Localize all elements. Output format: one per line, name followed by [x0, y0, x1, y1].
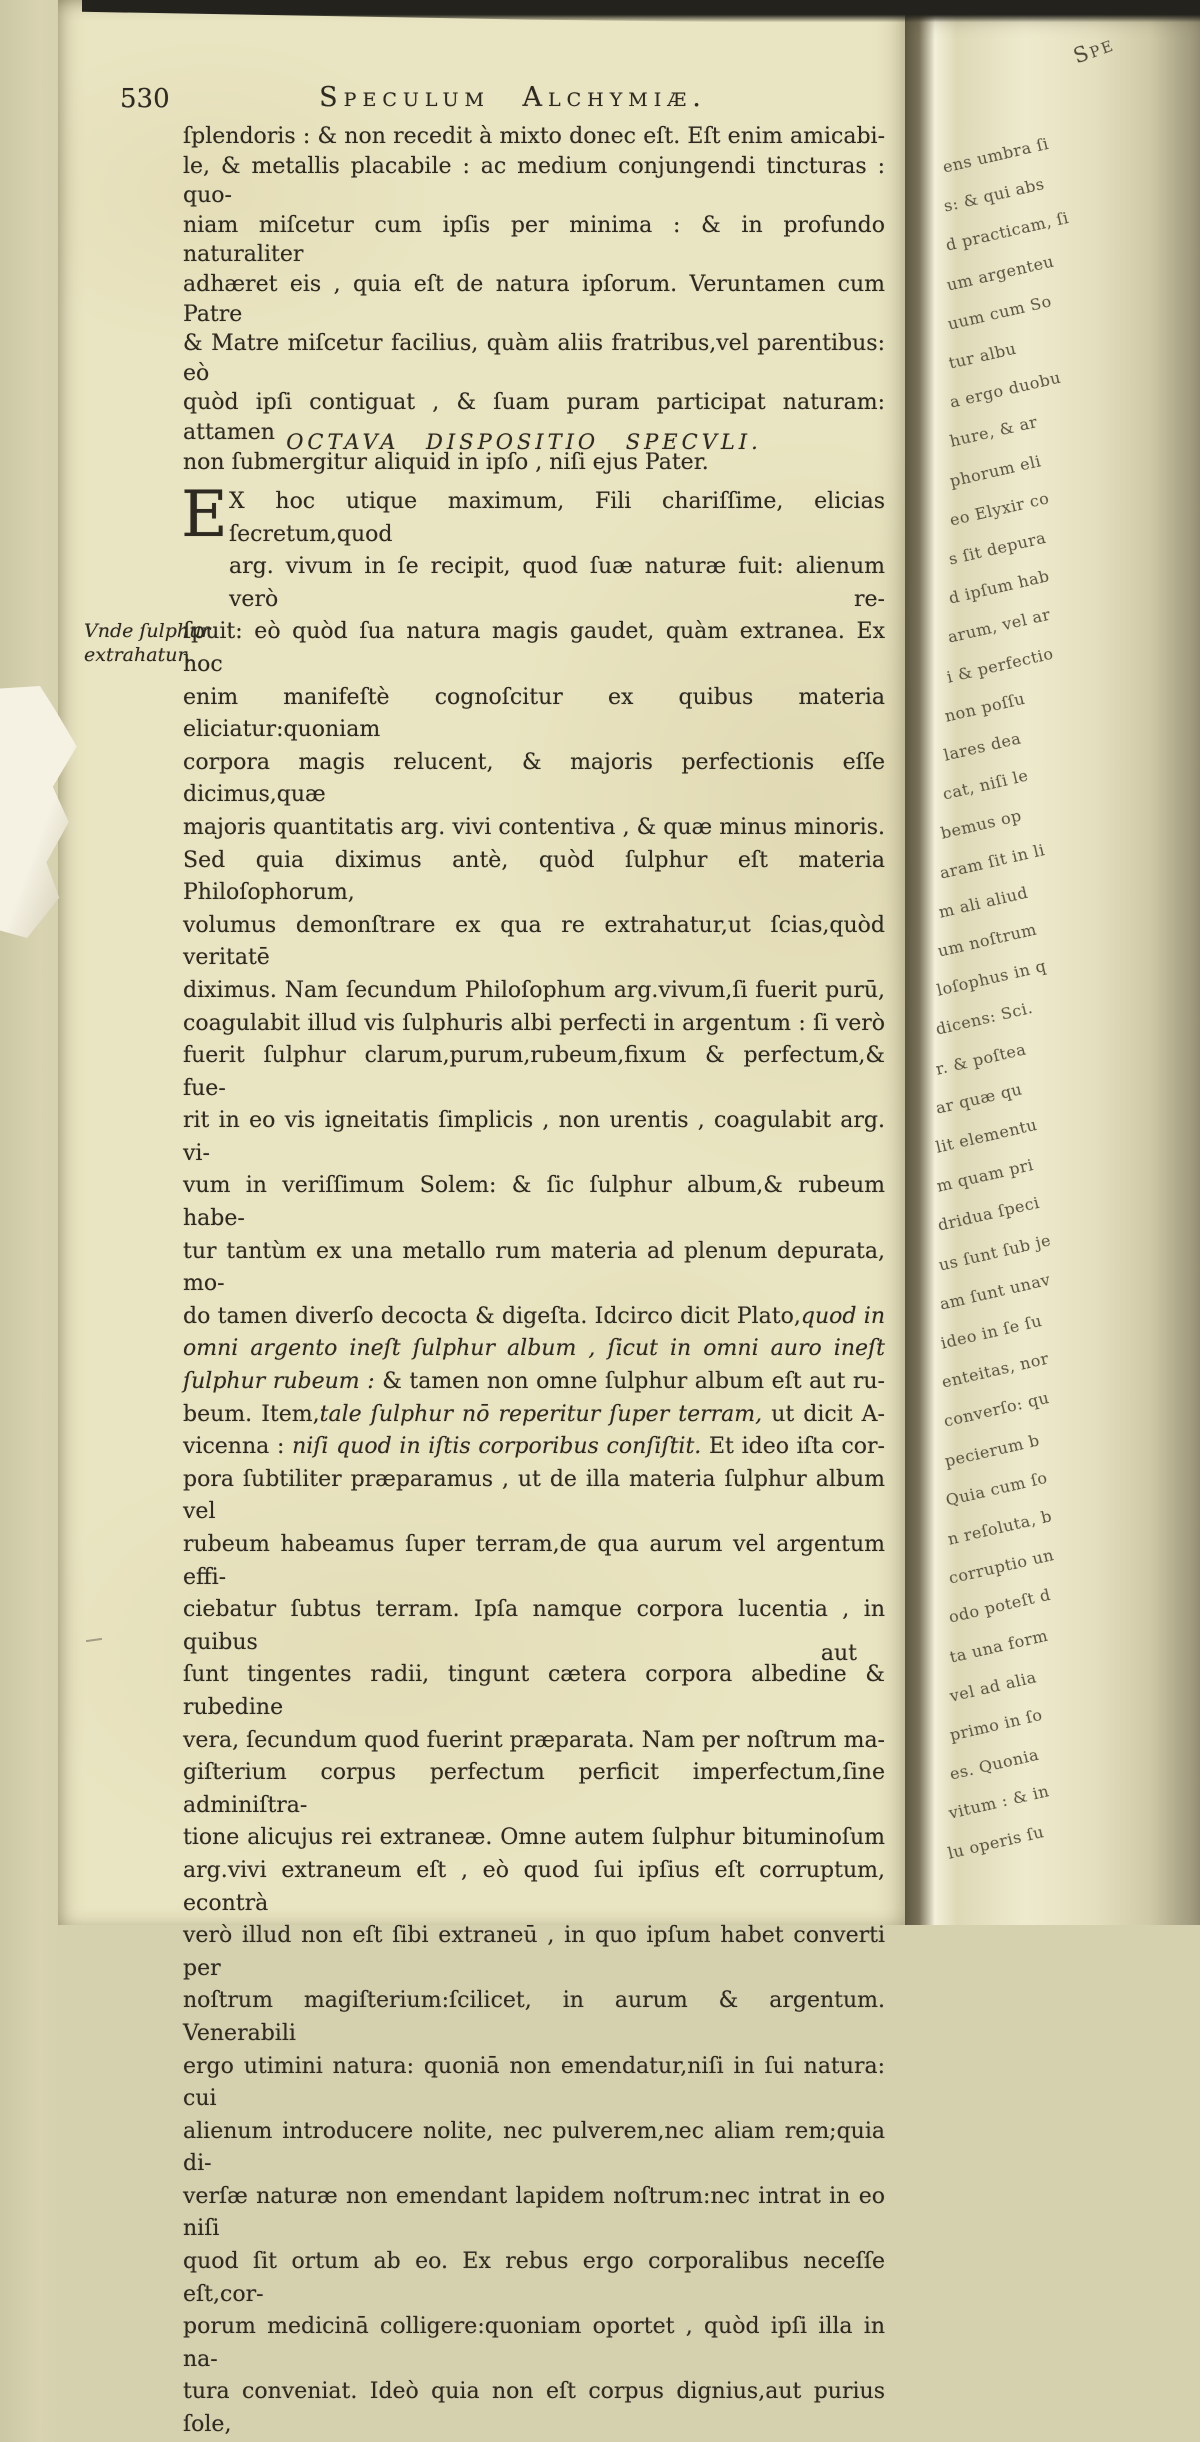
text-line: corpora magis relucent, & majoris perfectionis eſſe dicimus,quæ: [183, 749, 885, 808]
text-line: tura conveniat. Ideò quia non eſt corpus dignius,aut purius ſole,: [183, 2379, 885, 2438]
edge-text-fragment: d practicam, ſi: [943, 208, 1071, 256]
edge-text-fragment: i & perfectio: [944, 643, 1055, 687]
edge-text-fragment: a ergo duobu: [947, 367, 1063, 412]
text-line: do tamen diverſo decocta & digeſta. Idcirco dicit Plato,quod in: [183, 1303, 885, 1329]
edge-text-fragment: ar quæ qu: [933, 1079, 1024, 1118]
text-line: ſunt tingentes radii, tingunt cætera corpora albedine & rubedine: [183, 1662, 885, 1720]
edge-text-fragment: odo poteſt d: [947, 1585, 1053, 1628]
edge-text-fragment: primo in ſo: [947, 1704, 1045, 1745]
edge-text-fragment: am ſunt unav: [937, 1269, 1053, 1314]
text-line: ſulphur rubeum : & tamen non omne ſulphur album eſt aut ru-: [183, 1369, 885, 1395]
edge-text-fragment: hure, & ar: [947, 412, 1040, 452]
book-page: [58, 0, 908, 2438]
text-line: coagulabit illud vis ſulphuris albi perfecti in argentum : ſi verò: [183, 1010, 885, 1036]
running-header-title: Speculum Alchymiæ.: [319, 82, 707, 113]
paragraph-first: [183, 122, 885, 477]
edge-text-fragment: aram ſit in li: [937, 839, 1047, 883]
text-line: rit in eo vis igneitatis ſimplicis , non urentis , coagulabit arg. vi-: [183, 1108, 885, 1166]
edge-text-fragment: converſo: qu: [941, 1388, 1051, 1432]
text-line: verſæ naturæ non emendant lapidem noſtrum:nec intrat in eo niſi: [183, 2183, 885, 2242]
text-line: quod ſit ortum ab eo. Ex rebus ergo corporalibus neceſſe eſt,cor-: [183, 2249, 885, 2307]
text-line: beum. Item,tale ſulphur nō reperitur ſuper terram, ut dicit A-: [183, 1401, 885, 1427]
edge-text-fragment: s: & qui abs: [942, 174, 1047, 216]
text-line: majoris quantitatis arg. vivi contentiva , & quæ minus minoris.: [183, 814, 885, 840]
text-line: quòd ipſi contiguat , & ſuam puram participat naturam: attamen: [183, 390, 885, 445]
text-line: & Matre miſcetur facilius, quàm aliis fratribus,vel parentibus: eò: [183, 331, 885, 386]
edge-text-fragment: bemus op: [939, 806, 1024, 844]
edge-text-fragment: d ipſum hab: [946, 566, 1051, 608]
text-line: ſpuit: eò quòd ſua natura magis gaudet, quàm extranea. Ex hoc: [183, 619, 885, 677]
text-line: ſplendoris : & non recedit à mixto donec eſt. Eſt enim amicabi-: [183, 124, 885, 149]
paragraph-octava-dispositio: [181, 478, 885, 2442]
edge-text-fragment: enteitas, nor: [940, 1348, 1051, 1392]
text-line: fuerit ſulphur clarum,purum,rubeum,fixum & perfectum,& fue-: [183, 1043, 885, 1101]
edge-text-fragment: eo Elyxir co: [947, 488, 1051, 530]
edge-text-fragment: lares dea: [941, 728, 1023, 765]
edge-text-fragment: non poſſu: [943, 688, 1028, 726]
text-line: porum medicinā colligere:quoniam oportet , quòd ipſi illa in na-: [183, 2314, 885, 2372]
edge-text-fragment: us ſunt ſub je: [936, 1230, 1053, 1275]
edge-text-fragment: vitum : & in: [946, 1781, 1051, 1824]
edge-text-fragment: pecierum b: [943, 1430, 1042, 1471]
edge-text-fragment: Quia cum ſo: [944, 1467, 1050, 1510]
text-line: pora ſubtiliter præparamus , ut de illa materia ſulphur album vel: [183, 1466, 885, 1525]
text-line: giſterium corpus perfectum perficit imperfectum,ſine adminiſtra-: [183, 1760, 885, 1818]
edge-text-fragment: corruptio un: [946, 1545, 1056, 1588]
text-line: omni argento ineſt ſulphur album , ſicut in omni auro ineſt: [183, 1336, 885, 1362]
text-line: tur tantùm ex una metallo rum materia ad plenum depurata, mo-: [183, 1238, 885, 1297]
next-page-header-fragment: Spe: [1070, 31, 1118, 69]
text-line: ciebatur ſubtus terram. Ipſa namque corpora lucentia , in quibus: [183, 1597, 885, 1655]
edge-text-fragment: um argenteu: [944, 251, 1056, 295]
page-number: 530: [120, 84, 170, 114]
margin-note-line: Vnde ſulphur: [84, 620, 211, 642]
text-line: le, & metallis placabile : ac medium conjungendi tincturas : quo-: [183, 153, 885, 209]
edge-text-fragment: cat, niſi le: [940, 765, 1030, 804]
text-line: volumus demonſtrare ex qua re extrahatur,ut ſcias,quòd veritatē: [183, 912, 885, 971]
section-heading: OCTAVA DISPOSITIO SPECVLI.: [286, 430, 762, 454]
edge-text-fragment: m ali aliud: [936, 882, 1030, 922]
next-page-edge: [905, 10, 1200, 1925]
edge-text-fragment: m quam pri: [934, 1155, 1036, 1196]
edge-text-fragment: vel ad alia: [947, 1667, 1039, 1706]
text-line: vera, ſecundum quod fuerint præparata. Nam per noſtrum ma-: [183, 1727, 885, 1753]
edge-text-fragment: ens umbra ſi: [940, 133, 1051, 177]
edge-text-fragment: loſophus in q: [934, 956, 1048, 1000]
edge-text-fragment: phorum eli: [947, 450, 1043, 491]
margin-note-line: extrahatur.: [84, 644, 191, 666]
edge-text-fragment: n reſoluta, b: [945, 1506, 1054, 1549]
text-line: rubeum habeamus ſuper terram,de qua aurum vel argentum effi-: [183, 1532, 885, 1590]
edge-text-fragment: ideo in ſe ſu: [938, 1311, 1044, 1353]
text-line: verò illud non eſt ſibi extraneū , in quo ipſum habet converti per: [183, 1923, 885, 1981]
text-line: diximus. Nam ſecundum Philoſophum arg.vivum,ſi fuerit purū,: [183, 977, 885, 1003]
edge-text-fragment: lit elementu: [934, 1114, 1040, 1157]
text-line: ergo utimini natura: quoniā non emendatur,niſi in ſui natura: cui: [183, 2053, 885, 2112]
text-line: enim manifeſtè cognoſcitur ex quibus materia eliciatur:quoniam: [183, 684, 885, 743]
edge-text-fragment: uum cum So: [945, 291, 1054, 334]
text-line: X hoc utique maximum, Fili chariſſime, elicias ſecretum,quod: [229, 489, 885, 547]
text-line: vicenna : niſi quod in iſtis corporibus conſiſtit. Et ideo iſta cor-: [183, 1434, 885, 1460]
text-line: niam miſcetur cum ipſis per minima : & in profundo naturaliter: [183, 212, 885, 268]
edge-text-fragment: ta una form: [947, 1625, 1050, 1667]
catchword: aut: [820, 1641, 857, 1666]
text-line: tione alicujus rei extraneæ. Omne autem ſulphur bituminoſum: [183, 1825, 885, 1851]
text-line: alienum introducere nolite, nec pulverem,nec aliam rem;quia di-: [183, 2118, 885, 2177]
text-line: Sed quia diximus antè, quòd ſulphur eſt materia Philoſophorum,: [183, 847, 885, 906]
text-line: arg. vivum in ſe recipit, quod ſuæ naturæ fuit: alienum verò re-: [229, 554, 885, 612]
text-line: adhæret eis , quia eſt de natura ipſorum. Veruntamen cum Patre: [183, 271, 885, 327]
edge-text-fragment: dicens: Sci.: [934, 998, 1035, 1040]
edge-text-fragment: es. Quonia: [947, 1744, 1041, 1784]
edge-text-fragment: um noſtrum: [935, 919, 1039, 961]
edge-text-fragment: dridua ſpeci: [935, 1193, 1041, 1236]
text-line: non ſubmergitur aliquid in ipſo , niſi ejus Pater.: [183, 449, 709, 475]
edge-text-fragment: s ſit depura: [947, 527, 1049, 569]
drop-cap-initial: E: [181, 478, 228, 552]
edge-text-fragment: r. & poſtea: [933, 1039, 1028, 1079]
margin-note: [84, 619, 244, 667]
edge-text-fragment: lu operis ſu: [946, 1821, 1046, 1863]
text-line: arg.vivi extraneum eſt , eò quod ſui ipſius eſt corruptum, econtrà: [183, 1857, 885, 1916]
text-line: vum in veriſſimum Solem: & ſic ſulphur album,& rubeum habe-: [183, 1173, 885, 1232]
text-line: noſtrum magiſterium:ſcilicet, in aurum & argentum. Venerabili: [183, 1988, 885, 2046]
edge-text-fragment: arum, vel ar: [945, 605, 1052, 648]
edge-text-fragment: tur albu: [946, 338, 1018, 373]
pencil-mark: [86, 1638, 102, 1642]
